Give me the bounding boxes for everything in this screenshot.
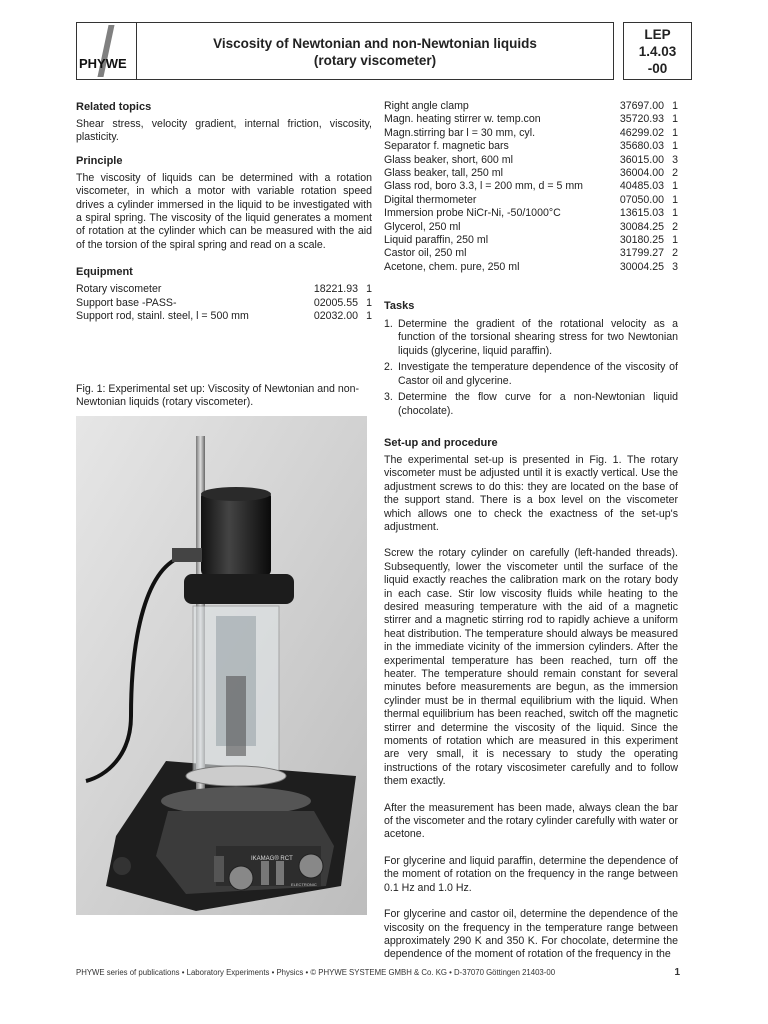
equipment-row — [384, 167, 678, 180]
equipment-qty: 3 — [672, 260, 678, 273]
equipment-row — [76, 297, 372, 310]
equipment-code: 30180.25 — [619, 233, 664, 246]
equipment-qty: 1 — [366, 310, 372, 323]
equipment-name: Glass rod, boro 3.3, l = 200 mm, d = 5 mm — [384, 180, 584, 193]
equipment-name: Acetone, chem. pure, 250 ml — [384, 260, 520, 273]
equipment-list-left — [76, 283, 372, 323]
equipment-row — [384, 100, 678, 113]
equipment-code: 46299.02 — [619, 126, 664, 139]
task-number: 1. — [384, 318, 393, 331]
task-text: Investigate the temperature dependence of the viscosity of Castor oil and glycerine. — [398, 361, 678, 387]
lep-suffix: -00 — [647, 61, 668, 76]
equipment-name: Rotary viscometer — [76, 283, 162, 296]
task-text: Determine the gradient of the rotational velocity as a function of the torsional shearing stress for two Newtonian liquids (glycerine, liquid paraffin). — [398, 318, 678, 357]
equipment-qty: 1 — [672, 140, 678, 153]
equipment-qty: 1 — [672, 113, 678, 126]
equipment-qty: 2 — [672, 220, 678, 233]
principle-text: The viscosity of liquids can be determined with a rotation viscometer, in which a motor with variable rotation speed drives a cylinder immersed in the liquid to be investigated with a spiral spring. The viscosity of the liquid generates a moment of rotation at the cylinder which can be measured with the aid of the torsion of the spiral spring and read on a scale. — [76, 171, 372, 251]
equipment-code: 36004.00 — [619, 166, 664, 179]
equipment-qty: 1 — [672, 207, 678, 220]
equipment-name: Digital thermometer — [384, 193, 477, 206]
equipment-name: Glass beaker, short, 600 ml — [384, 153, 513, 166]
equipment-qty: 1 — [672, 193, 678, 206]
lep-number: 1.4.03 — [638, 44, 677, 59]
experiment-photo — [76, 416, 367, 915]
figure-caption-block — [76, 383, 372, 410]
equipment-row — [76, 310, 372, 323]
logo-text: PHYWE — [79, 56, 127, 71]
equipment-code: 31799.27 — [619, 247, 664, 260]
equipment-qty: 1 — [672, 180, 678, 193]
equipment-qty: 3 — [672, 153, 678, 166]
left-column-top — [76, 100, 372, 323]
equipment-qty: 2 — [672, 247, 678, 260]
equipment-list-right — [384, 100, 678, 274]
related-topics-heading: Related topics — [76, 101, 152, 113]
equipment-row — [384, 154, 678, 167]
equipment-code: 18221.93 — [313, 283, 358, 296]
related-topics-text: Shear stress, velocity gradient, internal friction, viscosity, plasticity. — [76, 118, 372, 144]
equipment-code: 07050.00 — [619, 193, 664, 206]
equipment-row — [384, 140, 678, 153]
task-text: Determine the flow curve for a non-Newtonian liquid (chocolate). — [398, 391, 678, 417]
equipment-name: Support base -PASS- — [76, 296, 177, 309]
setup-heading: Set-up and procedure — [384, 436, 498, 449]
equipment-code: 40485.03 — [619, 180, 664, 193]
setup-paragraph: After the measurement has been made, always clean the bar of the viscometer and the rotary cylinder carefully with water or acetone. — [384, 801, 678, 841]
title-line-2: (rotary viscometer) — [313, 53, 437, 68]
device-small-label: ELECTRONIC — [291, 882, 317, 887]
equipment-name: Magn. heating stirrer w. temp.con — [384, 113, 541, 126]
equipment-name: Liquid paraffin, 250 ml — [384, 233, 489, 246]
device-brand-label: IKAMAG® RCT — [251, 856, 293, 862]
task-list — [384, 318, 678, 418]
principle-heading: Principle — [76, 154, 123, 167]
footer-text: PHYWE series of publications • Laboratory Experiments • Physics • © PHYWE SYSTEME GMBH & Co. KG • D-37070 Göttingen 21403-00 — [76, 968, 556, 977]
equipment-row — [384, 221, 678, 234]
equipment-name: Magn.stirring bar l = 30 mm, cyl. — [384, 126, 536, 139]
equipment-qty: 1 — [366, 283, 372, 296]
equipment-code: 02005.55 — [313, 296, 358, 309]
equipment-row — [384, 207, 678, 220]
lep-box — [623, 22, 692, 80]
equipment-code: 02032.00 — [313, 310, 358, 323]
equipment-code: 30084.25 — [619, 220, 664, 233]
document-header — [76, 22, 692, 80]
task-number: 2. — [384, 361, 393, 374]
task-number: 3. — [384, 391, 393, 404]
equipment-row — [384, 180, 678, 193]
page-number: 1 — [674, 967, 680, 978]
equipment-row — [384, 261, 678, 274]
equipment-name: Glass beaker, tall, 250 ml — [384, 166, 503, 179]
task-item — [384, 318, 678, 358]
task-item — [384, 391, 678, 418]
equipment-name: Immersion probe NiCr-Ni, -50/1000°C — [384, 207, 561, 220]
equipment-heading: Equipment — [76, 266, 133, 279]
right-column — [384, 100, 678, 962]
equipment-qty: 1 — [672, 126, 678, 139]
equipment-code: 13615.03 — [619, 207, 664, 220]
title-line-1: Viscosity of Newtonian and non-Newtonian liquids — [213, 36, 537, 51]
phywe-logo — [76, 22, 137, 80]
setup-paragraph: For glycerine and castor oil, determine the dependence of the viscosity on the frequency in the temperature range between approximately 290 K and 350 K. For chocolate, determine the dependence of the moment of rotation of the frequency in the — [384, 908, 678, 961]
setup-paragraph: The experimental set-up is presented in Fig. 1. The rotary viscometer must be adjusted until it is exactly vertical. Use the adjustment screws to do this: they are located on the base of the support stand. There is a box level on the viscometer which allows one to check the exactness of the set-up's adjustment. — [384, 453, 678, 533]
equipment-name: Right angle clamp — [384, 100, 469, 112]
equipment-qty: 1 — [366, 296, 372, 309]
title-box — [136, 22, 614, 80]
task-item — [384, 361, 678, 388]
equipment-row — [384, 234, 678, 247]
equipment-code: 37697.00 — [619, 100, 664, 112]
equipment-row — [384, 127, 678, 140]
equipment-qty: 1 — [672, 233, 678, 246]
equipment-code: 36015.00 — [619, 153, 664, 166]
figure-caption: Fig. 1: Experimental set up: Viscosity of Newtonian and non-Newtonian liquids (rotary viscometer). — [76, 383, 360, 409]
equipment-row — [384, 247, 678, 260]
equipment-name: Separator f. magnetic bars — [384, 140, 509, 153]
equipment-row — [76, 283, 372, 296]
equipment-code: 35720.93 — [619, 113, 664, 126]
lep-label: LEP — [644, 27, 671, 42]
equipment-qty: 1 — [672, 100, 678, 112]
equipment-qty: 2 — [672, 166, 678, 179]
viscometer-illustration — [76, 416, 367, 915]
equipment-row — [384, 194, 678, 207]
equipment-row — [384, 113, 678, 126]
equipment-name: Support rod, stainl. steel, l = 500 mm — [76, 310, 249, 323]
tasks-heading: Tasks — [384, 300, 415, 313]
setup-paragraph: Screw the rotary cylinder on carefully (left-handed threads). Subsequently, lower the viscometer until the surface of the liquid exactly reaches the calibration mark on the rotary body in each case. Stir low viscosity fluids while heating to the desired measuring temperature with the aid of a magnetic stirrer and a magnetic stirring rod to rapidly achieve a uniform heat distribution. The temperature should always be measured in the immediate vicinity of the immersion cylinders. After the experimental temperature has been reached, turn off the heater. The temperature should remain constant for several minutes before measurements are begun, as the immersion cylinder must be in thermal equilibrium with the liquid. When thermal equilibrium has been reached, switch off the magnetic stirrer and determine the viscosity of the liquid. Since the moments of rotation which are measured in this experiment are very small, it is necessary to study the operating instructions of the rotary viscosimeter carefully and to follow them exactly. — [384, 547, 678, 788]
equipment-code: 35680.03 — [619, 140, 664, 153]
page-footer — [76, 968, 680, 977]
setup-paragraph: For glycerine and liquid paraffin, determine the dependence of the moment of rotation on the frequency in the range between 0.1 Hz and 1.0 Hz. — [384, 854, 678, 894]
equipment-name: Glycerol, 250 ml — [384, 220, 461, 233]
equipment-code: 30004.25 — [619, 260, 664, 273]
equipment-name: Castor oil, 250 ml — [384, 247, 467, 260]
